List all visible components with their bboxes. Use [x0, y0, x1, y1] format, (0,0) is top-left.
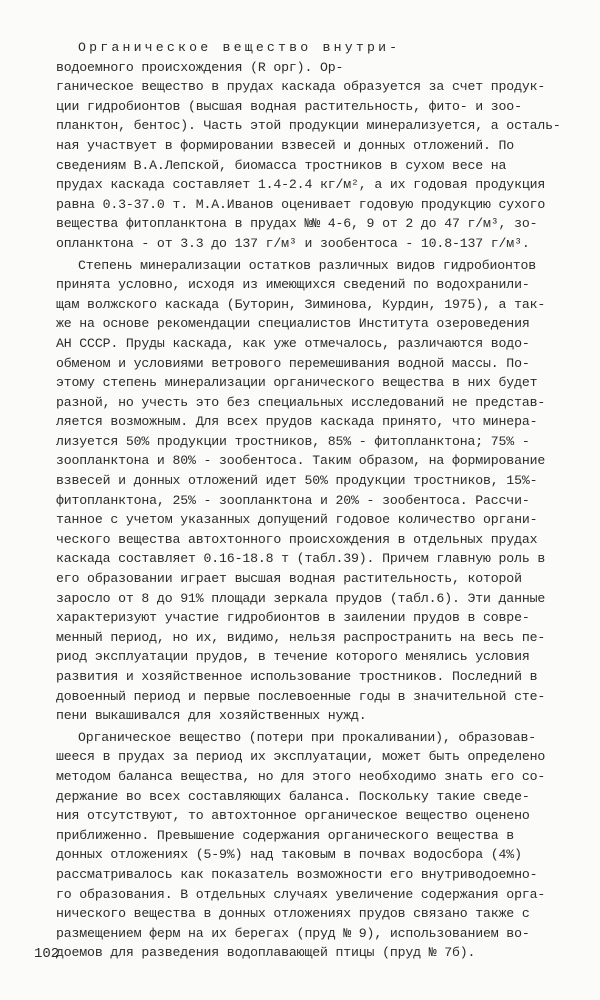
- text-line: ческого вещества автохтонного происхождения в отдельных прудах: [56, 531, 538, 547]
- text-line: ганическое вещество в прудах каскада образуется за счет продук-: [56, 79, 546, 95]
- text-line: опланктона - от 3.3 до 137 г/м³ и зообентоса - 10.8-137 г/м³.: [56, 235, 530, 251]
- text-line: характеризуют участие гидробионтов в заилении прудов в совре-: [56, 610, 530, 626]
- text-line: щам волжского каскада (Буторин, Зиминова, Курдин, 1975), а так-: [56, 296, 546, 312]
- text-line: ции гидробионтов (высшая водная растительность, фито- и зоо-: [56, 98, 522, 114]
- text-line: приближенно. Превышение содержания органического вещества в: [56, 827, 515, 843]
- text-line: методом баланса вещества, но для этого необходимо знать его со-: [56, 768, 546, 784]
- paragraph-organic-matter: [56, 38, 576, 254]
- text-line: держание во всех составляющих баланса. Поскольку такие сведе-: [56, 788, 530, 804]
- text-line: планктон, бентос). Часть этой продукции минерализуется, а осталь-: [56, 118, 561, 134]
- text-line: взвесей и донных отложений идет 50% продукции тростников, 15%-: [56, 473, 538, 489]
- text-line: довоенный период и первые послевоенные годы в значительной сте-: [56, 688, 546, 704]
- text-line: доемов для разведения водоплавающей птицы (пруд № 7б).: [56, 945, 476, 961]
- text-line: фитопланктона, 25% - зоопланктона и 20% - зообентоса. Рассчи-: [56, 492, 530, 508]
- paragraph-mineralization: [56, 256, 576, 726]
- text-line: каскада составляет 0.16-18.8 т (табл.39). Причем главную роль в: [56, 551, 546, 567]
- text-line: нического вещества в донных отложениях прудов связано также с: [56, 906, 530, 922]
- text-line: сведениям В.А.Лепской, биомасса тростников в сухом весе на: [56, 157, 507, 173]
- text-line: лизуется 50% продукции тростников, 85% - фитопланктона; 75% -: [56, 433, 530, 449]
- text-line: Степень минерализации остатков различных видов гидробионтов: [78, 257, 537, 273]
- text-line: зоопланктона и 80% - зообентоса. Таким образом, на формирование: [56, 453, 546, 469]
- text-line: менный период, но их, видимо, нельзя распространить на весь пе-: [56, 629, 546, 645]
- text-line: ляется возможным. Для всех прудов каскада принято, что минера-: [56, 414, 538, 430]
- text-line: шееся в прудах за период их эксплуатации, может быть определено: [56, 749, 546, 765]
- text-line: этому степень минерализации органического вещества в них будет: [56, 375, 538, 391]
- text-line: ная участвует в формировании взвесей и донных отложений. По: [56, 137, 515, 153]
- text-line: Органическое вещество (потери при прокаливании), образовав-: [78, 729, 537, 745]
- text-line: рассматривалось как показатель возможности его внутриводоемно-: [56, 866, 538, 882]
- text-line: принята условно, исходя из имеющихся сведений по водохранили-: [56, 277, 530, 293]
- text-line: равна 0.3-37.0 т. М.А.Иванов оценивает годовую продукцию сухого: [56, 196, 546, 212]
- text-line: АН СССР. Пруды каскада, как уже отмечалось, различаются водо-: [56, 335, 530, 351]
- text-line: развития и хозяйственное использование тростников. Последний в: [56, 669, 538, 684]
- text-line: обменом и условиями ветрового перемешивания водной массы. По-: [56, 355, 530, 371]
- text-line: ния отсутствуют, то автохтонное органическое вещество оценено: [56, 808, 530, 824]
- text-line: пени выкашивался для хозяйственных нужд.: [56, 708, 367, 724]
- text-line: риод эксплуатации прудов, в течение которого менялись условия: [56, 649, 530, 665]
- page-number: 102: [34, 946, 60, 962]
- document-page: [56, 38, 576, 963]
- text-line: его образовании играет высшая водная растительность, которой: [56, 571, 522, 587]
- text-line: прудах каскада составляет 1.4-2.4 кг/м², а их годовая продукция: [56, 177, 546, 193]
- text-line: танное с учетом указанных допущений годовое количество органи-: [56, 512, 538, 528]
- text-line: водоемного происхождения (R орг). Ор-: [56, 59, 344, 75]
- paragraph-balance-method: [56, 728, 576, 963]
- text-line: донных отложениях (5-9%) над таковым в почвах водосбора (4%): [56, 847, 522, 863]
- text-line: разной, но учесть это без специальных исследований не представ-: [56, 394, 546, 410]
- text-line: вещества фитопланктона в прудах №№ 4-6, 9 от 2 до 47 г/м³, зо-: [56, 216, 538, 232]
- text-line: заросло от 8 до 91% площади зеркала прудов (табл.6). Эти данные: [56, 590, 546, 606]
- text-line: Органическое вещество внутри-: [78, 40, 401, 55]
- text-line: же на основе рекомендации специалистов Института озероведения: [56, 316, 530, 332]
- text-line: го образования. В отдельных случаях увеличение содержания орга-: [56, 886, 546, 902]
- text-line: размещением ферм на их берегах (пруд № 9), использованием во-: [56, 925, 530, 941]
